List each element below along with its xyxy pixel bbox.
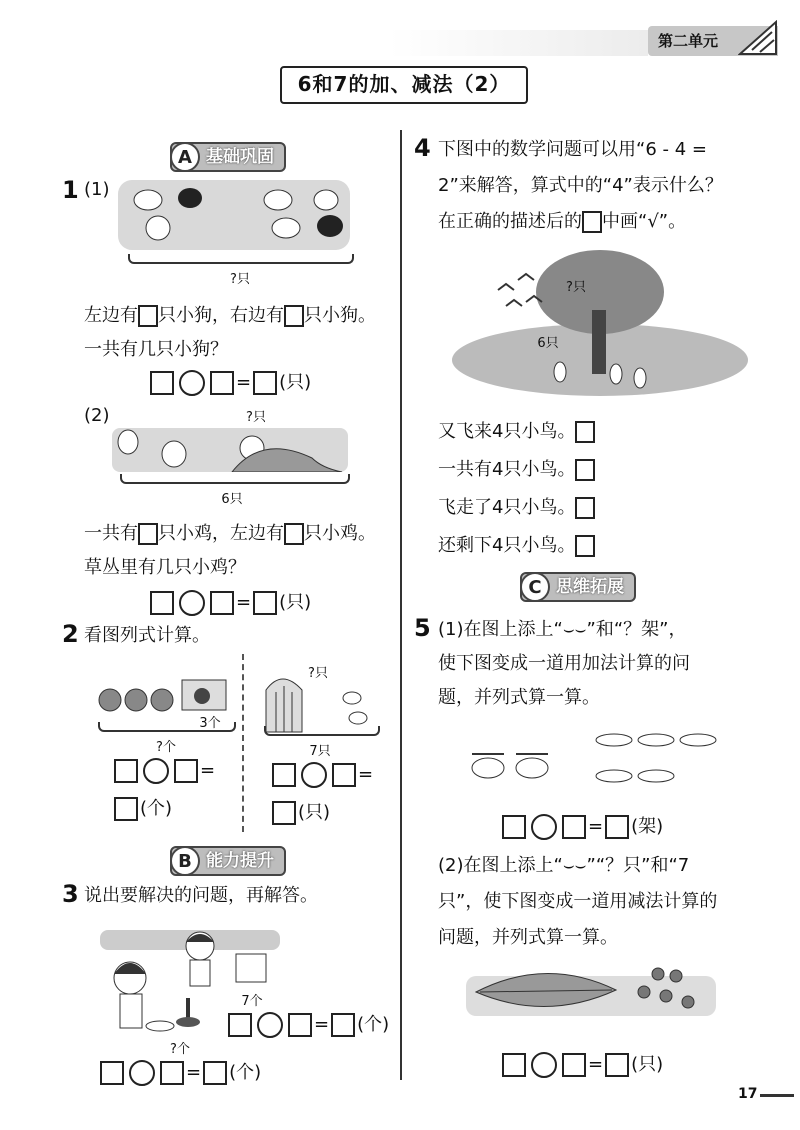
section-a-letter: A: [170, 142, 200, 172]
unit-label: (只): [298, 802, 331, 823]
equation-box[interactable]: [210, 371, 234, 395]
answer-box[interactable]: [284, 523, 304, 545]
q1-part1-brace-label: ?只: [230, 272, 250, 287]
q4-pic-label-6: 6只: [537, 336, 559, 351]
operator-circle[interactable]: [179, 370, 205, 396]
equation-box[interactable]: [114, 759, 138, 783]
equation-box[interactable]: [272, 801, 296, 825]
q1-dogs-picture: [118, 180, 350, 250]
header-strip: [0, 30, 648, 56]
equation-box[interactable]: [562, 1053, 586, 1077]
q1-part1-equation: [148, 368, 311, 396]
section-b-label: 能力提升: [206, 851, 274, 871]
operator-circle[interactable]: [531, 814, 557, 840]
option-text: 飞走了4只小鸟。: [438, 497, 576, 518]
equation-box[interactable]: [332, 763, 356, 787]
answer-box[interactable]: [138, 305, 158, 327]
q1-text-a: 一共有: [84, 523, 138, 544]
equation-box[interactable]: [150, 371, 174, 395]
q3-equation-1: [226, 1010, 389, 1038]
equation-box[interactable]: [605, 1053, 629, 1077]
equation-box[interactable]: [288, 1013, 312, 1037]
equation-box[interactable]: [605, 815, 629, 839]
operator-circle[interactable]: [531, 1052, 557, 1078]
operator-circle[interactable]: [129, 1060, 155, 1086]
answer-box[interactable]: [582, 211, 602, 233]
section-c-letter: C: [520, 572, 550, 602]
q5-part1-line2: 使下图变成一道用加法计算的问: [438, 653, 690, 674]
page-number-rule: [760, 1094, 794, 1097]
question-5-number: 5: [414, 614, 431, 642]
helicopters-planes-illustration: [466, 724, 726, 796]
triangle-ruler-icon: [738, 20, 778, 56]
q4-pic-label-q: ?只: [566, 280, 586, 295]
equals-sign: =: [314, 1014, 330, 1035]
q1-text-a: 左边有: [84, 305, 138, 326]
q2-left-brace-label: ?个: [156, 740, 176, 755]
option-text: 一共有4只小鸟。: [438, 459, 576, 480]
q1-part2-tag: (2): [84, 405, 110, 426]
equation-box[interactable]: [502, 1053, 526, 1077]
unit-label: (只): [631, 1054, 664, 1075]
section-a-badge: [170, 142, 286, 172]
q1-part2-top-label: ?只: [246, 410, 266, 425]
unit-label: (架): [631, 816, 664, 837]
page-number: 17: [738, 1086, 758, 1102]
equation-box[interactable]: [203, 1061, 227, 1085]
q2-right-answer: [270, 798, 330, 825]
q4-option-2: [438, 456, 595, 484]
unit-label: (只): [279, 592, 312, 613]
equation-box[interactable]: [253, 591, 277, 615]
birdcage-and-birds-illustration: [262, 664, 382, 734]
section-c-label: 思维拓展: [556, 577, 624, 597]
equals-sign: =: [236, 592, 252, 613]
q1-text-b: 只小鸡，左边有: [158, 523, 284, 544]
q5-part2-equation: [500, 1050, 663, 1078]
q2-right-equation: [270, 762, 373, 788]
section-b-letter: B: [170, 846, 200, 876]
section-b-badge: [170, 846, 286, 876]
answer-box[interactable]: [138, 523, 158, 545]
equals-sign: =: [588, 816, 604, 837]
checkbox[interactable]: [575, 535, 595, 557]
q4-line2: 2”来解答，算式中的“4”表示什么？: [438, 175, 723, 196]
q2-text: 看图列式计算。: [84, 625, 210, 646]
equation-box[interactable]: [174, 759, 198, 783]
q1-part2-brace: [120, 474, 350, 484]
equation-box[interactable]: [150, 591, 174, 615]
equation-box[interactable]: [331, 1013, 355, 1037]
operator-circle[interactable]: [179, 590, 205, 616]
question-2-number: 2: [62, 620, 79, 648]
q1-text-b: 只小狗，右边有: [158, 305, 284, 326]
section-c-badge: [520, 572, 636, 602]
q1-part1-line2: 一共有几只小狗？: [84, 339, 228, 360]
q2-left-equation: [112, 758, 215, 784]
checkbox[interactable]: [575, 497, 595, 519]
question-4-number: 4: [414, 134, 431, 162]
equation-box[interactable]: [272, 763, 296, 787]
q4-option-4: [438, 532, 595, 560]
operator-circle[interactable]: [143, 758, 169, 784]
q4-option-1: [438, 418, 595, 446]
option-text: 还剩下4只小鸟。: [438, 535, 576, 556]
q1-text-c: 只小狗。: [304, 305, 376, 326]
q5-part1-line1: (1)在图上添上“⌣⌣”和“？架”，: [438, 619, 687, 640]
unit-label: (个): [140, 798, 173, 819]
q4-line1: 下图中的数学问题可以用“6 - 4 =: [438, 139, 707, 160]
equals-sign: =: [200, 760, 216, 781]
unit-label: (个): [357, 1014, 390, 1035]
q4-text-a: 在正确的描述后的: [438, 211, 582, 232]
option-text: 又飞来4只小鸟。: [438, 421, 576, 442]
operator-circle[interactable]: [301, 762, 327, 788]
q2-dashed-divider: [242, 654, 244, 832]
unit-label: (只): [279, 372, 312, 393]
equals-sign: =: [588, 1054, 604, 1075]
checkbox[interactable]: [575, 421, 595, 443]
equation-box[interactable]: [210, 591, 234, 615]
equation-box[interactable]: [502, 815, 526, 839]
q3-label-7: 7个: [241, 994, 263, 1009]
equals-sign: =: [236, 372, 252, 393]
equation-box[interactable]: [160, 1061, 184, 1085]
q2-right-brace-label: 7只: [309, 744, 331, 759]
answer-box[interactable]: [284, 305, 304, 327]
checkbox[interactable]: [575, 459, 595, 481]
q1-part1-line1: [84, 302, 376, 330]
q2-left-brace: [98, 722, 236, 732]
dogs-illustration: [118, 180, 350, 250]
unit-label: 第二单元: [648, 26, 778, 56]
q5-part2-line3: 问题，并列式算一算。: [438, 927, 618, 948]
question-3-number: 3: [62, 880, 79, 908]
q2-right-top-label: ?只: [308, 666, 328, 681]
q1-part2-brace-label: 6只: [221, 492, 243, 507]
question-1-number: 1: [62, 176, 79, 204]
equation-box[interactable]: [562, 815, 586, 839]
q5-part1-line3: 题，并列式算一算。: [438, 687, 600, 708]
q4-option-3: [438, 494, 595, 522]
q2-right-brace: [264, 726, 380, 736]
equals-sign: =: [186, 1062, 202, 1083]
tree-birds-rabbits-illustration: [450, 250, 750, 400]
q1-text-c: 只小鸡。: [304, 523, 376, 544]
q1-part2-line2: 草丛里有几只小鸡？: [84, 557, 246, 578]
page-title: 6和7的加、减法（2）: [280, 66, 528, 104]
column-divider: [400, 130, 402, 1080]
equation-box[interactable]: [114, 797, 138, 821]
q2-left-box-label: 3个: [199, 716, 221, 731]
equation-box[interactable]: [228, 1013, 252, 1037]
q5-part2-line2: 只”，使下图变成一道用减法计算的: [438, 891, 718, 912]
q3-text: 说出要解决的问题，再解答。: [84, 885, 318, 906]
q1-chicks-picture: [112, 428, 348, 472]
q1-part1-brace: [128, 254, 354, 264]
q3-label-q: ?个: [170, 1042, 190, 1057]
q5-part2-line1: (2)在图上添上“⌣⌣”“？只”和“7: [438, 855, 690, 876]
q3-equation-2: [98, 1058, 261, 1086]
equation-box[interactable]: [253, 371, 277, 395]
operator-circle[interactable]: [257, 1012, 283, 1038]
chicks-illustration: [112, 428, 348, 472]
leaf-snails-illustration: [466, 962, 716, 1026]
section-a-label: 基础巩固: [206, 147, 274, 167]
apples-and-box-illustration: [96, 676, 236, 716]
q1-part2-line1: [84, 520, 376, 548]
q1-part1-tag: (1): [84, 179, 110, 200]
q2-left-answer: [112, 794, 172, 821]
q4-text-b: 中画“√”。: [602, 211, 687, 232]
equation-box[interactable]: [100, 1061, 124, 1085]
q1-part2-equation: [148, 588, 311, 616]
q4-line3: [438, 208, 686, 236]
q5-part1-equation: [500, 812, 663, 840]
equals-sign: =: [358, 764, 374, 785]
unit-label: (个): [229, 1062, 262, 1083]
